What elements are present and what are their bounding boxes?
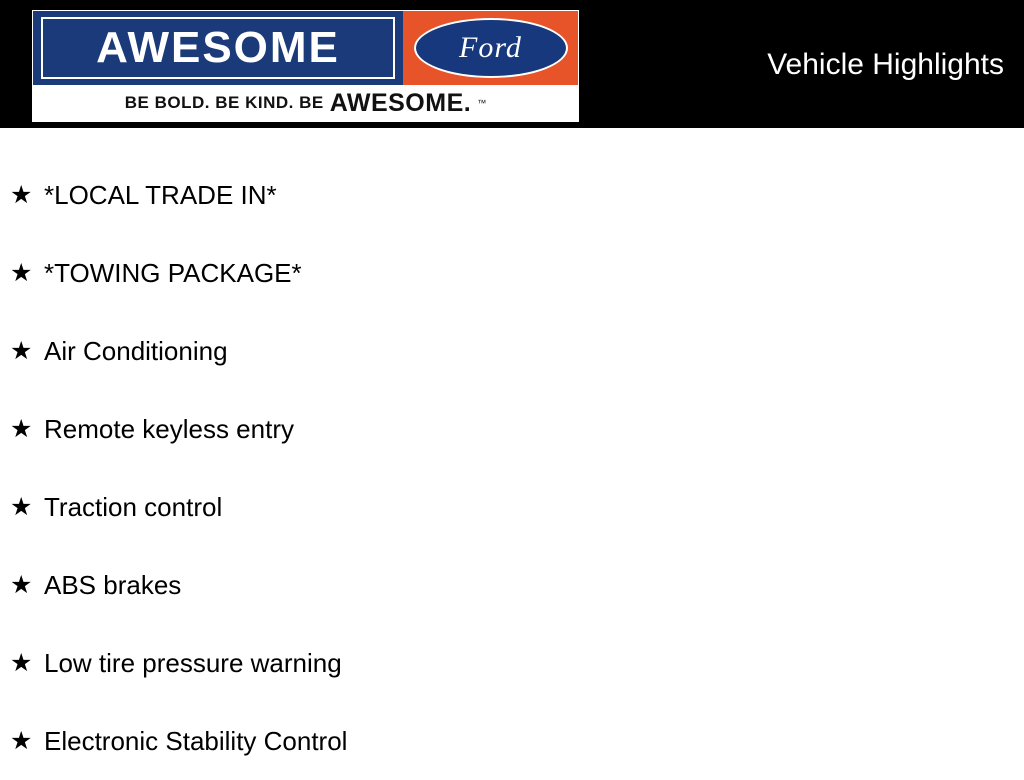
logo-awesome-panel [33,11,403,85]
list-item-label: Traction control [44,492,223,522]
ford-oval-icon [414,18,568,78]
star-icon: ★ [10,258,33,287]
list-item [0,546,1024,624]
list-item-label: Electronic Stability Control [44,726,348,756]
dealer-logo [32,10,579,122]
star-icon: ★ [10,648,33,677]
list-item-label: Remote keyless entry [44,414,294,444]
page-header [0,0,1024,128]
list-item-label: Air Conditioning [44,336,228,366]
logo-brand-word: AWESOME [96,23,340,72]
star-icon: ★ [10,414,33,443]
list-item [0,390,1024,468]
list-item [0,624,1024,702]
list-item [0,468,1024,546]
list-item-label: *TOWING PACKAGE* [44,258,302,288]
list-item [0,702,1024,780]
tagline-trademark: ™ [477,98,487,108]
highlights-list [0,156,1024,780]
star-icon: ★ [10,180,33,209]
star-icon: ★ [10,336,33,365]
logo-tagline [33,85,578,121]
star-icon: ★ [10,570,33,599]
list-item-label: Low tire pressure warning [44,648,342,678]
page-title: Vehicle Highlights [767,48,1004,81]
list-item-label: *LOCAL TRADE IN* [44,180,277,210]
logo-ford-panel [403,11,578,85]
list-item-label: ABS brakes [44,570,182,600]
ford-wordmark: Ford [459,31,522,64]
logo-top-row [33,11,578,85]
star-icon: ★ [10,726,33,755]
tagline-big-text: AWESOME. [329,88,472,117]
list-item [0,312,1024,390]
highlights-section [0,128,1024,780]
star-icon: ★ [10,492,33,521]
list-item [0,156,1024,234]
tagline-small-text: BE BOLD. BE KIND. BE [124,93,324,112]
list-item [0,234,1024,312]
